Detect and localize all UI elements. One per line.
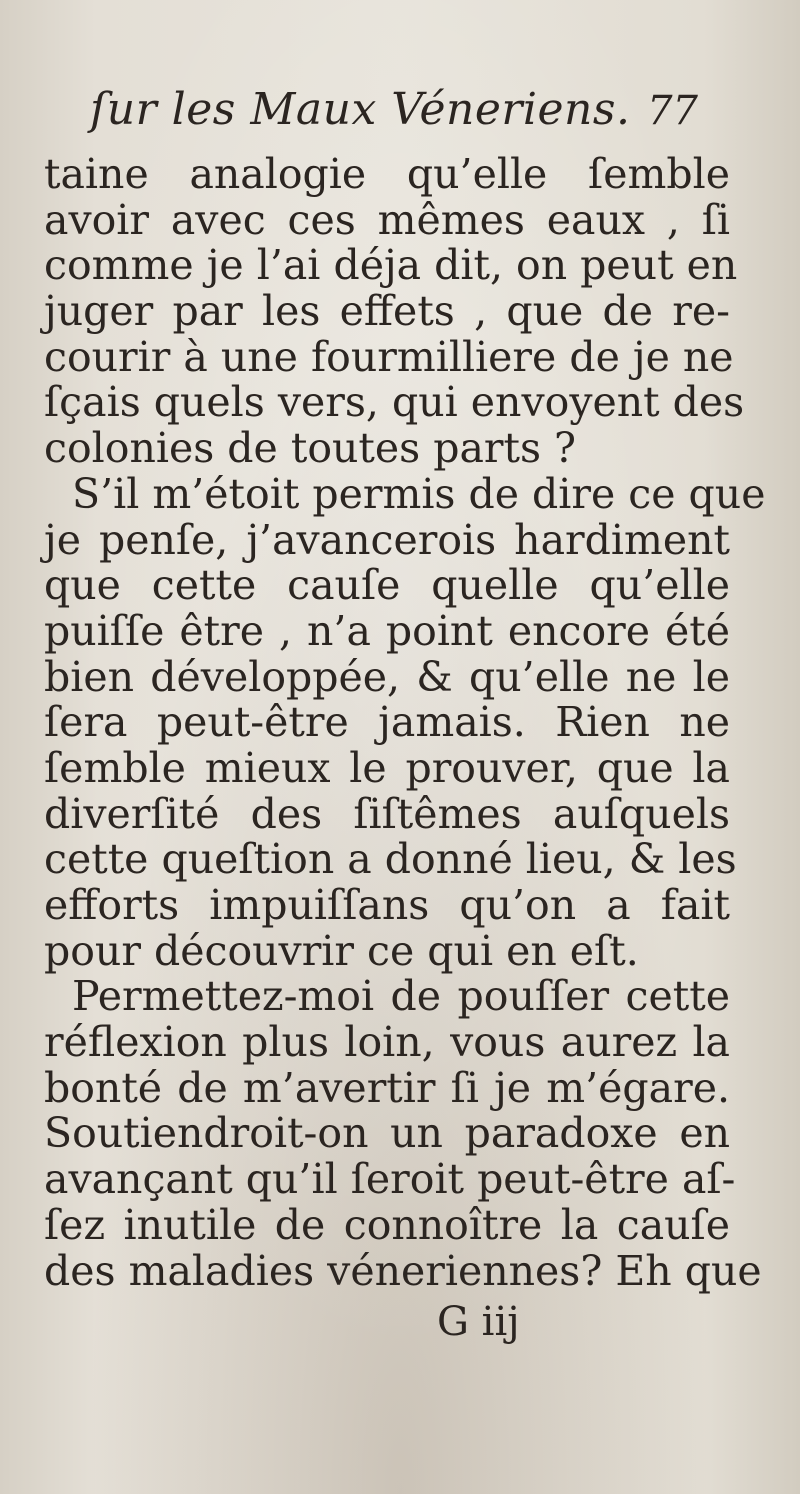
text-line: que cette cauſe quelle qu’elle [44, 561, 730, 610]
text-line: bonté de m’avertir ſi je m’égare. [44, 1063, 730, 1112]
text-line: juger par les effets , que de re- [44, 287, 730, 336]
text-line: je penſe, j’avancerois hardiment [44, 515, 730, 564]
text-line: bien développée, & qu’elle ne le [44, 652, 730, 701]
signature-mark: G iij [437, 1299, 520, 1345]
paragraph-start-line: S’il m’étoit permis de dire ce que [72, 469, 766, 518]
text-line: ſez inutile de connoître la cauſe [44, 1200, 730, 1249]
text-line: puiſſe être , n’a point encore été [44, 606, 730, 655]
text-line: efforts impuiſſans qu’on a fait [44, 881, 730, 929]
text-line: Soutiendroit-on un paradoxe en [44, 1109, 730, 1158]
text-line: pour découvrir ce qui en eſt. [44, 926, 639, 975]
page-header [90, 84, 698, 144]
text-line: réflexion plus loin, vous aurez la [44, 1018, 730, 1067]
text-line: des maladies véneriennes? Eh que [44, 1246, 762, 1295]
body-text [44, 150, 766, 1295]
text-line: courir à une fourmilliere de je ne [44, 332, 734, 381]
text-line: ſera peut-être jamais. Rien ne [44, 698, 730, 747]
text-line: ſçais quels vers, qui envoyent des [44, 378, 745, 427]
text-line: avançant qu’il ſeroit peut-être aſ- [44, 1155, 736, 1204]
text-line: diverſité des ſiſtêmes auſquels [44, 789, 730, 838]
text-line: taine analogie qu’elle ſemble [44, 150, 730, 198]
text-line: colonies de toutes parts ? [44, 424, 577, 473]
page-number: 77 [647, 88, 698, 134]
text-line: cette queſtion a donné lieu, & les [44, 835, 737, 884]
paragraph-start-line: Permettez-moi de pouſſer cette [72, 972, 730, 1021]
running-head: ſur les Maux Véneriens. [90, 84, 631, 135]
text-line: ſemble mieux le prouver, que la [44, 743, 730, 792]
text-line: avoir avec ces mêmes eaux , ſi [44, 195, 730, 244]
text-line: comme je l’ai déja dit, on peut en [44, 241, 738, 290]
